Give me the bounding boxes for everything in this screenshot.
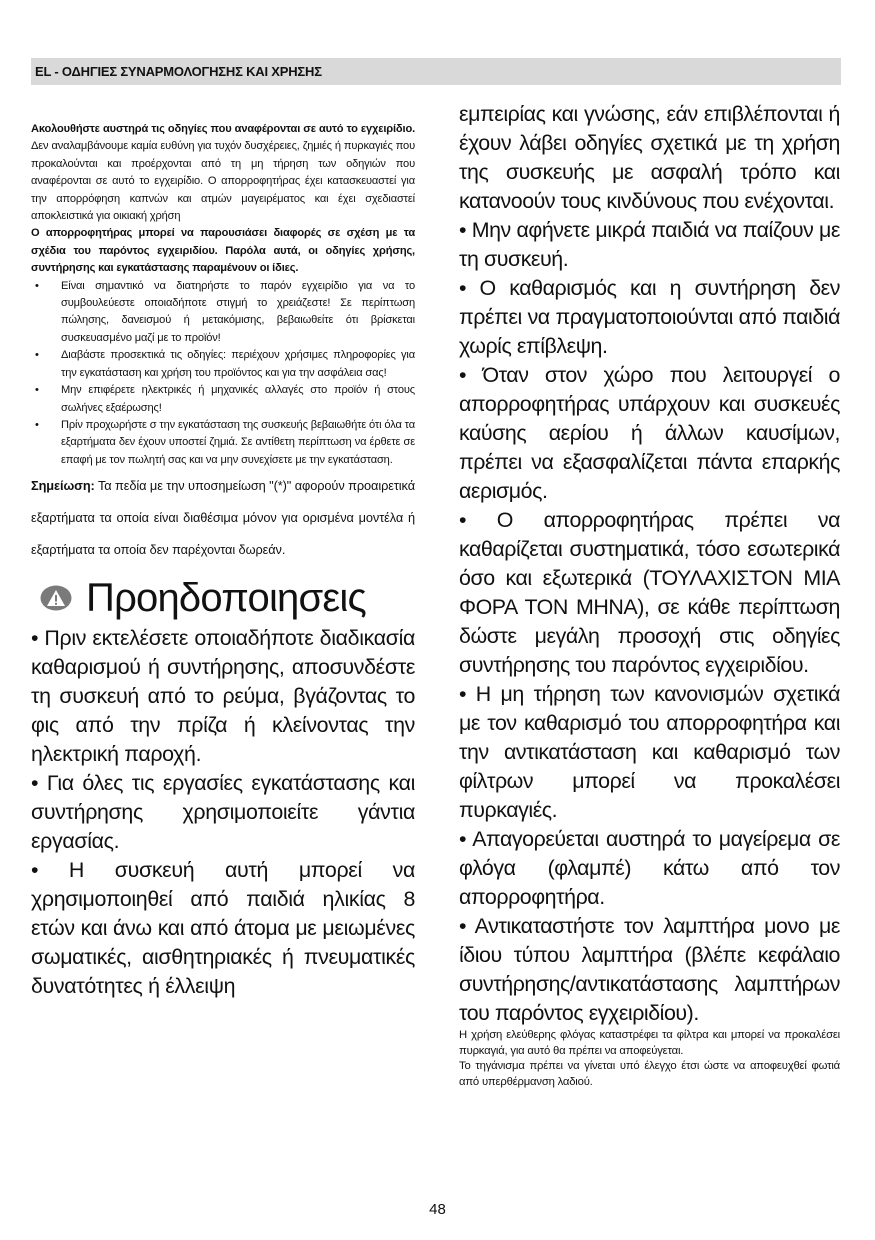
warnings-small-notes [459,1028,840,1090]
small-note-paragraph: Το τηγάνισμα πρέπει να γίνεται υπό έλεγχο έτσι ώστε να αποφευχθεί φωτιά από υπερθέρμανση λαδιού. [459,1060,840,1088]
warning-paragraph: • Ο καθαρισμός και η συντήρηση δεν πρέπει να πραγματοποιούνται από παιδιά χωρίς επίβλεψη. [459,276,840,358]
warnings-title: Προηδοποιησεις [86,576,366,621]
bullet-symbol: • [35,349,39,362]
intro-paragraph-1-bold: Ακολουθήστε αυστηρά τις οδηγίες που αναφέρονται σε αυτό το εγχειρίδιο. [31,123,415,135]
list-item [31,417,415,469]
intro-paragraph-2: Ο απορροφητήρας μπορεί να παρουσιάσει διαφορές σε σχέση με τα σχέδια του παρόντος εγχειριδίου. Παρόλα αυτά, οι οδηγίες χρήσης, συντήρησης και εγκατάστασης παραμένουν οι ίδιες. [31,227,415,275]
note-text: Τα πεδία με την υποσημείωση "(*)" αφορούν προαιρετικά εξαρτήματα τα οποία είναι διαθέσιμα μόνον για ορισμένα μοντέλα ή εξαρτήματα τα οποία δεν παρέχονται δωρεάν. [31,478,415,558]
warning-paragraph: • Μην αφήνετε μικρά παιδιά να παίζουν με τη συσκευή. [459,218,840,271]
list-item [31,347,415,382]
bullet-symbol: • [35,418,39,431]
warning-paragraph: • Ο απορροφητήρας πρέπει να καθαρίζεται συστηματικά, τόσο εσωτερικά όσο και εξωτερικά (ΤΟΥΛΑΧΙΣΤΟΝ ΜΙΑ ΦΟΡΑ ΤΟΝ ΜΗΝΑ), σε κάθε περίπτωση δώστε μεγάλη προσοχή στις οδηγίες συντήρησης του παρόντος εγχειριδίου. [459,508,840,677]
warning-paragraph: • Η συσκευή αυτή μπορεί να χρησιμοποιηθεί από παιδιά ηλικίας 8 ετών και άνω και από άτομα με μειωμένες σωματικές, αισθητηριακές ή πνευματικές δυνατότητες ή έλλειψη [31,858,415,999]
list-item-text: Μην επιφέρετε ηλεκτρικές ή μηχανικές αλλαγές στο προϊόν ή στους σωλήνες εξαέρωσης! [61,384,415,414]
warning-paragraph: εμπειρίας και γνώσης, εάν επιβλέπονται ή έχουν λάβει οδηγίες σχετικά με τη χρήση της συσκευής με ασφαλή τρόπο και κατανοούν τους κινδύνους που ενέχονται. [459,102,840,213]
note-paragraph [31,470,415,566]
right-column [459,100,840,1090]
warning-paragraph: • Η μη τήρηση των κανονισμών σχετικά με τον καθαρισμό του απορροφητήρα και την αντικατάσταση και καθαρισμό των φίλτρων μπορεί να προκαλέσει πυρκαγιές. [459,682,840,822]
list-item-text: Είναι σημαντικό να διατηρήστε το παρόν εγχειρίδιο για να το συμβουλεύεστε οποιαδήποτε στιγμή το χρειάζεστε! Σε περίπτωση πώλησης, δανεισμού ή μετακόμισης, βεβαιωθείτε ότι βρίσκεται συσκευασμένο μαζί με το προϊόν! [61,279,415,344]
warning-paragraph: • Αντικαταστήστε τον λαμπτήρα μονο με ίδιου τύπου λαμπτήρα (βλέπε κεφάλαιο συντήρησης/αντικατάστασης λαμπτήρων του παρόντος εγχειριδίου). [459,914,840,1025]
left-column [31,121,415,1001]
small-note-paragraph: Η χρήση ελεύθερης φλόγας καταστρέφει τα φίλτρα και μπορεί να προκαλέσει πυρκαγιά, για αυτό θα πρέπει να αποφεύγεται. [459,1029,840,1057]
warning-paragraph: • Απαγορεύεται αυστηρά το μαγείρεμα σε φλόγα (φλαμπέ) κάτω από τον απορροφητήρα. [459,827,840,909]
intro-paragraph-1-text: Δεν αναλαμβάνουμε καμία ευθύνη για τυχόν δυσχέρειες, ζημιές ή πυρκαγιές που προκαλούνται και προέρχονται από τη μη τήρηση των οδηγιών που αναφέρονται σε αυτό το εγχειρίδιο. Ο απορροφητήρας έχει κατασκευαστεί για την απορρόφηση καπνών και ατμών μαγειρέματος και έχει σχεδιαστεί αποκλειστικά για οικιακή χρήση [31,140,415,223]
list-item [31,278,415,348]
section-header [31,58,841,85]
note-label: Σημείωση: [31,478,95,494]
intro-paragraph-1 [31,121,415,225]
intro-bullet-list [31,278,415,469]
section-header-title: EL - ΟΔΗΓΙΕΣ ΣΥΝΑΡΜΟΛΟΓΗΣΗΣ ΚΑΙ ΧΡΗΣΗΣ [35,64,322,79]
warning-paragraph: • Πριν εκτελέσετε οποιαδήποτε διαδικασία καθαρισμού ή συντήρησης, αποσυνδέστε τη συσκευή από το ρεύμα, βγάζοντας το φις από την πρίζα ή κλείνοντας την ηλεκτρική παροχή. [31,626,415,767]
intro-section [31,121,415,469]
bullet-symbol: • [35,279,39,292]
warnings-heading [31,572,415,624]
warning-paragraph: • Για όλες τις εργασίες εγκατάστασης και συντήρησης χρησιμοποιείτε γάντια εργασίας. [31,771,415,854]
list-item-text: Διαβάστε προσεκτικά τις οδηγίες: περιέχουν χρήσιμες πληροφορίες για την εγκατάσταση και χρήση του προϊόντος και για την ασφάλεια σας! [61,349,415,379]
bullet-symbol: • [35,384,39,397]
warning-paragraph: • Όταν στον χώρο που λειτουργεί ο απορροφητήρας υπάρχουν και συσκευές καύσης αερίου ή άλλων καυσίμων, πρέπει να εξασφαλίζεται πάντα επαρκής αερισμός. [459,363,840,503]
warnings-left-text [31,624,415,1001]
page-number: 48 [429,1201,446,1218]
list-item-text: Πρίν προχωρήστε σ την εγκατάσταση της συσκευής βεβαιωθήτε ότι όλα τα εξαρτήματα δεν έχουν υποστεί ζημιά. Σε αντίθετη περίπτωση να έρθετε σε επαφή με τον πωλητή σας και να μην συνεχίσετε με την εγκατάσταση. [61,418,415,466]
list-item [31,382,415,417]
warnings-right-text [459,100,840,1028]
warning-triangle-icon [40,585,72,611]
